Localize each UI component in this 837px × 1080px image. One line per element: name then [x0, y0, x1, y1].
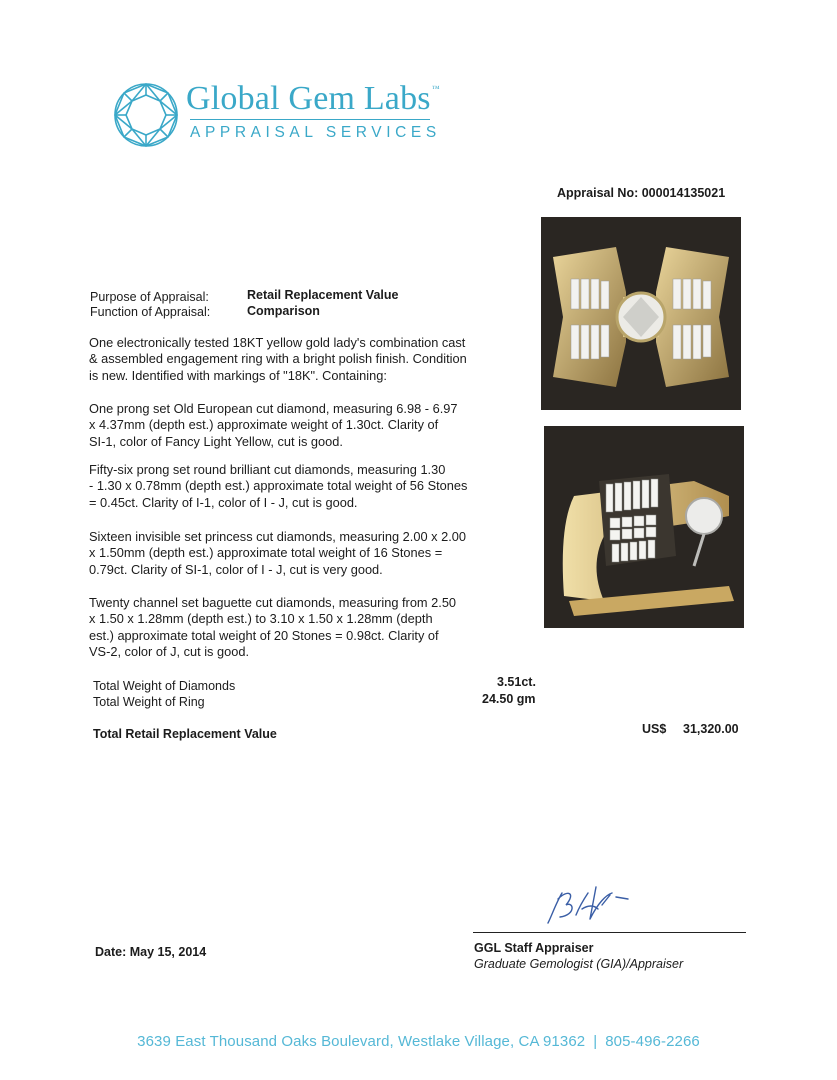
description-line: & assembled engagement ring with a bright polish finish. Condition [89, 351, 467, 367]
function-value: Comparison [247, 304, 320, 318]
description-line: - 1.30 x 0.78mm (depth est.) approximate total weight of 56 Stones [89, 478, 468, 494]
ring-photo-side-view [544, 426, 744, 628]
purpose-label: Purpose of Appraisal: [90, 290, 209, 304]
appraiser-signature [540, 875, 650, 935]
description-line: x 1.50mm (depth est.) approximate total weight of 16 Stones = [89, 545, 443, 561]
logo-subtitle: APPRAISAL SERVICES [190, 124, 441, 141]
description-line: One electronically tested 18KT yellow gold lady's combination cast [89, 335, 466, 350]
appraisal-number: Appraisal No: 000014135021 [557, 186, 726, 200]
description-line: = 0.45ct. Clarity of I-1, color of I - J, cut is good. [89, 494, 358, 510]
round-diamonds-description [89, 462, 499, 511]
appraiser-name: GGL Staff Appraiser [474, 941, 594, 955]
ring-description [89, 335, 499, 384]
total-retail-value: 31,320.00 [683, 722, 739, 736]
currency-label: US$ [642, 722, 667, 736]
description-line: VS-2, color of J, cut is good. [89, 644, 250, 660]
princess-diamonds-description [89, 529, 499, 578]
description-line: Twenty channel set baguette cut diamonds, measuring from 2.50 [89, 595, 457, 610]
footer-contact [0, 1033, 837, 1050]
total-ring-weight-value: 24.50 gm [482, 692, 536, 706]
center-stone-description [89, 401, 499, 450]
description-line: x 4.37mm (depth est.) approximate weight of 1.30ct. Clarity of [89, 417, 439, 433]
logo-trademark: ™ [431, 84, 440, 93]
description-line: Sixteen invisible set princess cut diamonds, measuring 2.00 x 2.00 [89, 529, 466, 544]
function-label: Function of Appraisal: [90, 305, 211, 319]
signature-line [473, 932, 746, 933]
footer-phone: 805-496-2266 [605, 1033, 700, 1050]
description-line: One prong set Old European cut diamond, measuring 6.98 - 6.97 [89, 401, 458, 416]
footer-address: 3639 East Thousand Oaks Boulevard, Westlake Village, CA 91362 [137, 1033, 586, 1050]
logo-name-text: Global Gem Labs [186, 80, 431, 117]
description-line: Fifty-six prong set round brilliant cut diamonds, measuring 1.30 [89, 462, 446, 477]
purpose-value: Retail Replacement Value [247, 288, 399, 302]
footer-separator: | [593, 1033, 598, 1050]
logo-diamond-icon [112, 81, 180, 149]
logo-divider [190, 119, 430, 120]
logo-name [186, 80, 440, 118]
total-ring-weight-label: Total Weight of Ring [93, 695, 205, 709]
description-line: est.) approximate total weight of 20 Stones = 0.98ct. Clarity of [89, 627, 439, 643]
description-line: SI-1, color of Fancy Light Yellow, cut is good. [89, 433, 343, 449]
description-line: 0.79ct. Clarity of SI-1, color of I - J, cut is very good. [89, 561, 383, 577]
description-line: is new. Identified with markings of "18K". Containing: [89, 367, 387, 383]
baguette-diamonds-description [89, 595, 499, 661]
appraisal-date: Date: May 15, 2014 [95, 945, 207, 959]
total-retail-value-label: Total Retail Replacement Value [93, 727, 277, 741]
description-line: x 1.50 x 1.28mm (depth est.) to 3.10 x 1.50 x 1.28mm (depth [89, 611, 433, 627]
total-diamond-weight-label: Total Weight of Diamonds [93, 679, 236, 693]
total-diamond-weight-value: 3.51ct. [497, 675, 536, 689]
ring-photo-top-view [541, 217, 741, 410]
appraiser-title: Graduate Gemologist (GIA)/Appraiser [474, 957, 684, 971]
